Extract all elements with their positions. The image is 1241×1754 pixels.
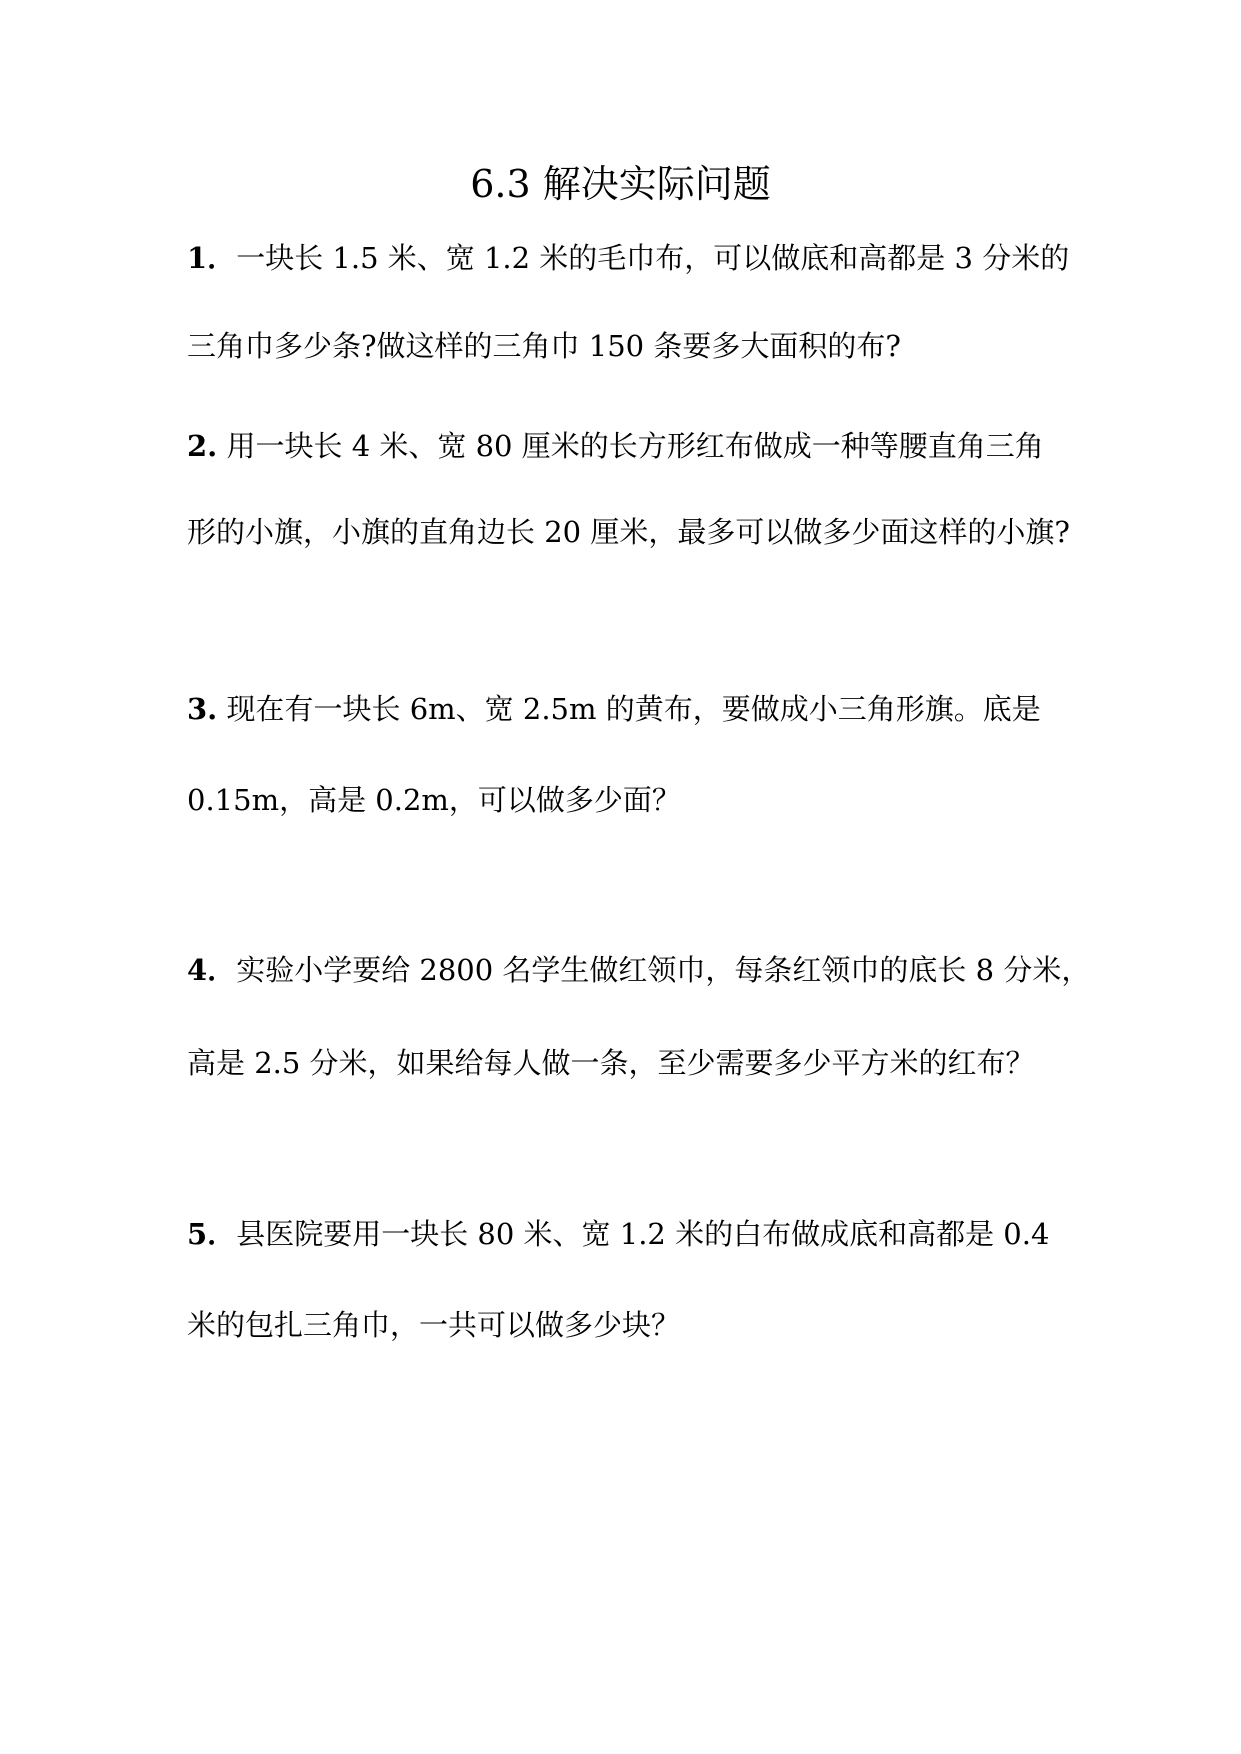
question-5-line-2: 米的包扎三角巾，一共可以做多少块？ <box>187 1308 681 1342</box>
question-3-number: 3. <box>187 692 218 726</box>
question-1-line-1 <box>187 238 1069 278</box>
question-4-number: 4． <box>187 953 237 987</box>
question-4-line-1 <box>187 950 1090 990</box>
question-5-text-1: 县医院要用一块长 80 米、宽 1.2 米的白布做成底和高都是 0.4 <box>236 1217 1050 1251</box>
question-5-number: 5． <box>187 1217 237 1251</box>
question-1-text-1: 一块长 1.5 米、宽 1.2 米的毛巾布，可以做底和高都是 3 分米的 <box>236 241 1070 275</box>
question-2-line-2: 形的小旗，小旗的直角边长 20 厘米，最多可以做多少面这样的小旗? <box>187 515 1070 549</box>
question-2-number: 2. <box>187 429 218 463</box>
question-4-line-2: 高是 2.5 分米，如果给每人做一条，至少需要多少平方米的红布？ <box>187 1046 1035 1080</box>
question-3-text-1: 现在有一块长 6m、宽 2.5m 的黄布，要做成小三角形旗。底是 <box>226 692 1041 726</box>
question-4-text-1: 实验小学要给 2800 名学生做红领巾，每条红领巾的底长 8 分米， <box>236 953 1091 987</box>
question-1-line-2: 三角巾多少条?做这样的三角巾 150 条要多大面积的布? <box>187 329 901 363</box>
question-2-line-1 <box>187 426 1044 466</box>
question-5-line-1 <box>187 1214 1049 1254</box>
page-title: 6.3 解决实际问题 <box>470 162 771 206</box>
question-3-line-2: 0.15m，高是 0.2m，可以做多少面？ <box>187 783 681 817</box>
question-3-line-1 <box>187 689 1041 729</box>
question-2-text-1: 用一块长 4 米、宽 80 厘米的长方形红布做成一种等腰直角三角 <box>226 429 1044 463</box>
question-1-number: 1． <box>187 241 237 275</box>
